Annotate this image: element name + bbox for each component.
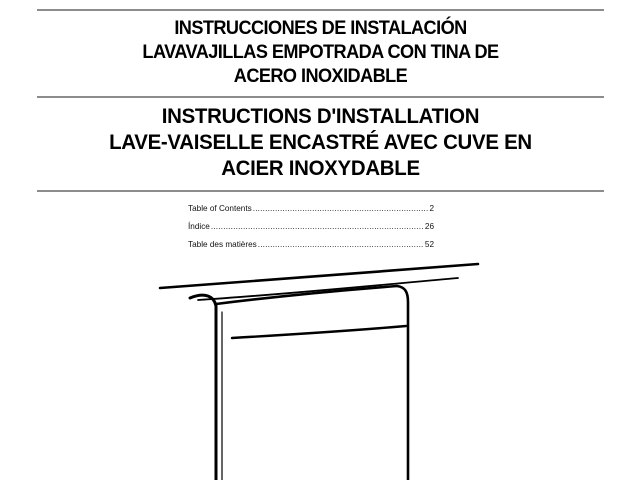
french-title-line-2: LAVE-VAISELLE ENCASTRÉ AVEC CUVE EN [109,130,532,154]
countertop-top-edge [160,264,478,288]
french-title-line-3: ACIER INOXYDABLE [221,156,420,180]
dishwasher-left-side [190,295,216,480]
french-title-line-1: INSTRUCTIONS D'INSTALLATION [161,104,480,128]
toc-entry-page: 2 [429,204,434,213]
toc-entry-page: 26 [424,222,434,231]
spanish-title-line-3: ACERO INOXIDABLE [233,65,408,87]
toc-entry-label: Índice [188,222,210,231]
dishwasher-door-top-edge [232,326,406,338]
toc-entry-label: Table of Contents [188,204,252,213]
dishwasher-right-side [216,286,408,480]
toc-entry-page: 52 [424,240,434,249]
spanish-title-line-2: LAVAVAJILLAS EMPOTRADA CON TINA DE [142,41,499,63]
toc-entry-label: Table des matières [188,240,257,249]
spanish-title-line-1: INSTRUCCIONES DE INSTALACIÓN [174,17,467,39]
